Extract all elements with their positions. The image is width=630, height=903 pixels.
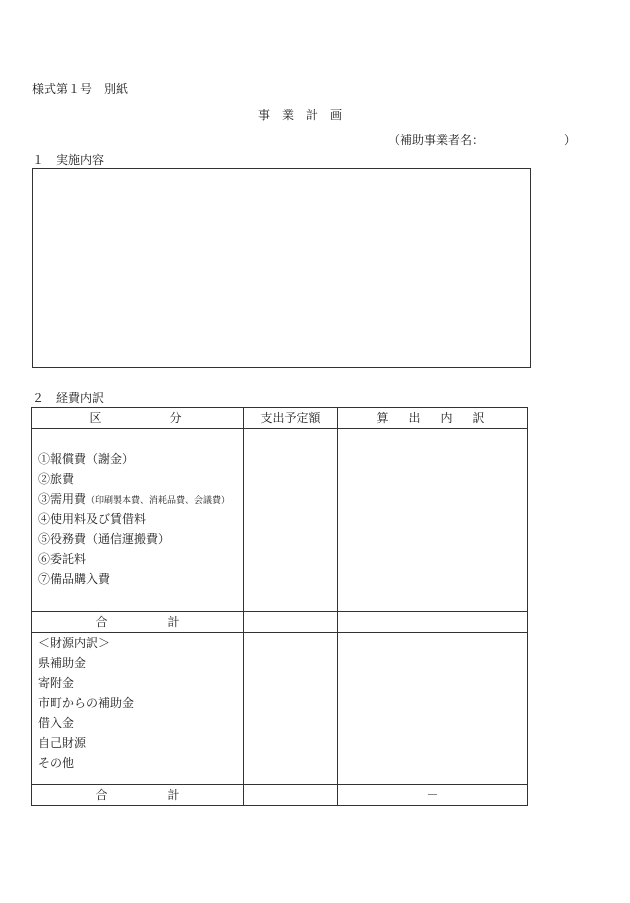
header-category: 区 分 [32, 408, 244, 429]
list-item: ⑥委託料 [38, 552, 87, 566]
list-item: ⑤役務費（通信運搬費） [38, 532, 171, 546]
expense-items-cell [32, 429, 244, 612]
section2-heading: ２ 経費内訳 [32, 391, 105, 405]
list-item: 自己財源 [38, 736, 87, 750]
applicant-label: （補助事業者名： [388, 133, 485, 147]
funding-cell [32, 633, 244, 785]
form-number: 様式第１号 別紙 [32, 82, 129, 96]
expense-items-row [32, 429, 528, 612]
header-amount: 支出予定額 [244, 408, 338, 429]
list-item: ⑦備品購入費 [38, 572, 111, 586]
list-item: 県補助金 [38, 656, 87, 670]
expense-item-list [32, 429, 243, 589]
expense-total-row [32, 612, 528, 633]
table-header-row [32, 408, 528, 429]
list-item-label: ③需用費 [38, 492, 87, 506]
header-breakdown: 算 出 内 訳 [338, 408, 528, 429]
funding-list [32, 633, 243, 773]
list-item [38, 489, 243, 509]
funding-total-breakdown: － [338, 785, 528, 806]
funding-total-row [32, 785, 528, 806]
funding-amount-cell[interactable] [244, 633, 338, 785]
expense-total-amount[interactable] [244, 612, 338, 633]
list-item: 寄附金 [38, 676, 75, 690]
list-item: ②旅費 [38, 472, 75, 486]
expense-breakdown-cell[interactable] [338, 429, 528, 612]
applicant-name-field [388, 131, 577, 148]
list-item: ④使用料及び賃借料 [38, 512, 147, 526]
funding-total-label: 合 計 [32, 785, 244, 806]
funding-header: ＜財源内訳＞ [38, 636, 111, 650]
section1-heading: １ 実施内容 [32, 153, 105, 167]
funding-breakdown-cell[interactable] [338, 633, 528, 785]
page-title: 事業計画 [258, 108, 355, 122]
list-item: 借入金 [38, 716, 75, 730]
implementation-details-box[interactable] [32, 168, 531, 368]
funding-row [32, 633, 528, 785]
expense-total-breakdown[interactable] [338, 612, 528, 633]
list-item: ①報償費（謝金） [38, 452, 135, 466]
funding-total-amount[interactable] [244, 785, 338, 806]
list-item: 市町からの補助金 [38, 696, 135, 710]
expense-breakdown-table [31, 407, 528, 806]
expense-amount-cell[interactable] [244, 429, 338, 612]
list-item-note: （印刷製本費、消耗品費、会議費） [86, 496, 231, 506]
applicant-close-paren: ） [564, 133, 577, 147]
total-label: 合 計 [32, 612, 244, 633]
list-item: その他 [38, 756, 75, 770]
